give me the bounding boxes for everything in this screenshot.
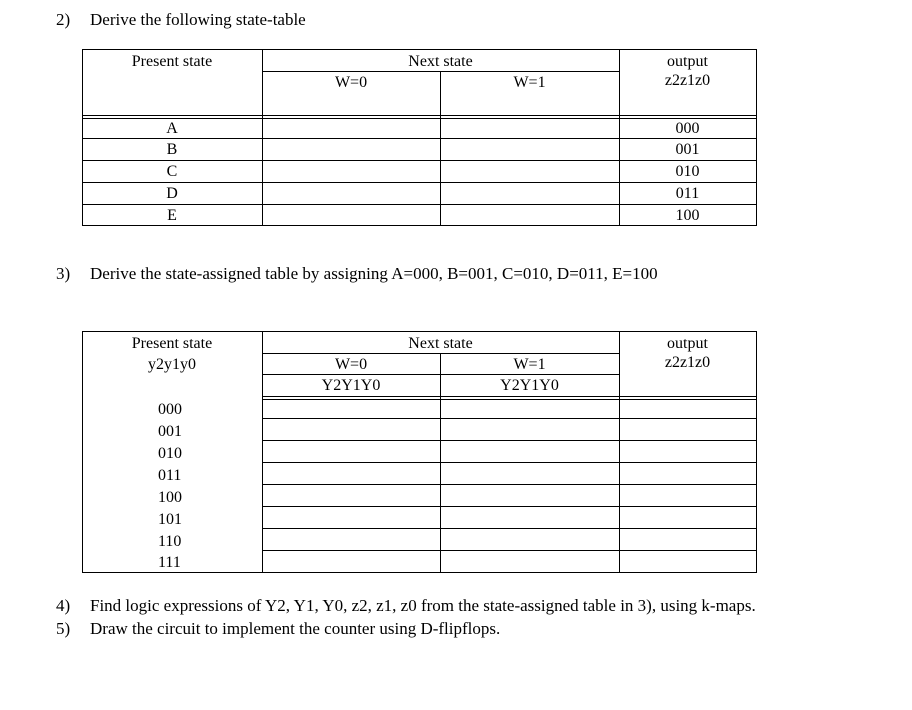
state-code-cell: 100 xyxy=(158,489,182,506)
w1-header: W=1 xyxy=(513,74,546,91)
question-3-text: Derive the state-assigned table by assigning A=000, B=001, C=010, D=011, E=100 xyxy=(90,264,658,283)
output-subheader: z2z1z0 xyxy=(664,354,711,371)
question-2 xyxy=(56,10,306,30)
w0-header: W=0 xyxy=(334,356,368,373)
question-3 xyxy=(56,264,658,284)
present-state-header: Present state xyxy=(131,53,213,70)
question-2-number: 2) xyxy=(56,10,71,29)
output-cell: 001 xyxy=(675,141,700,158)
question-4-number: 4) xyxy=(56,596,71,615)
state-cell: E xyxy=(167,207,177,224)
output-header: output xyxy=(667,335,708,352)
output-cell: 011 xyxy=(675,185,700,202)
question-3-number: 3) xyxy=(56,264,71,283)
state-code-cell: 000 xyxy=(158,401,182,418)
output-cell: 000 xyxy=(675,120,700,137)
state-cell: B xyxy=(166,141,178,158)
state-code-cell: 010 xyxy=(158,445,182,462)
w0-subheader: Y2Y1Y0 xyxy=(321,377,381,394)
state-cell: D xyxy=(166,185,178,202)
question-4 xyxy=(56,596,756,616)
present-state-subheader: y2y1y0 xyxy=(148,356,196,373)
output-cell: 010 xyxy=(675,163,700,180)
state-code-cell: 110 xyxy=(158,533,182,550)
w1-header: W=1 xyxy=(513,356,546,373)
output-subheader: z2z1z0 xyxy=(664,72,711,89)
state-cell: A xyxy=(166,120,178,137)
question-5-number: 5) xyxy=(56,619,71,638)
output-cell: 100 xyxy=(675,207,700,224)
next-state-header: Next state xyxy=(408,53,473,70)
state-cell: C xyxy=(166,163,178,180)
w1-subheader: Y2Y1Y0 xyxy=(500,377,559,394)
state-code-cell: 011 xyxy=(158,467,182,484)
output-header: output xyxy=(667,53,708,70)
question-5 xyxy=(56,619,500,639)
state-code-cell: 101 xyxy=(158,511,182,528)
state-code-cell: 111 xyxy=(158,554,181,571)
question-2-text: Derive the following state-table xyxy=(90,10,306,29)
present-state-header: Present state xyxy=(131,335,213,352)
next-state-header: Next state xyxy=(408,335,473,352)
question-4-text: Find logic expressions of Y2, Y1, Y0, z2, z1, z0 from the state-assigned table in 3), using k-maps. xyxy=(90,596,756,615)
w0-header: W=0 xyxy=(334,74,368,91)
question-5-text: Draw the circuit to implement the counter using D-flipflops. xyxy=(90,619,501,638)
state-code-cell: 001 xyxy=(158,423,182,440)
